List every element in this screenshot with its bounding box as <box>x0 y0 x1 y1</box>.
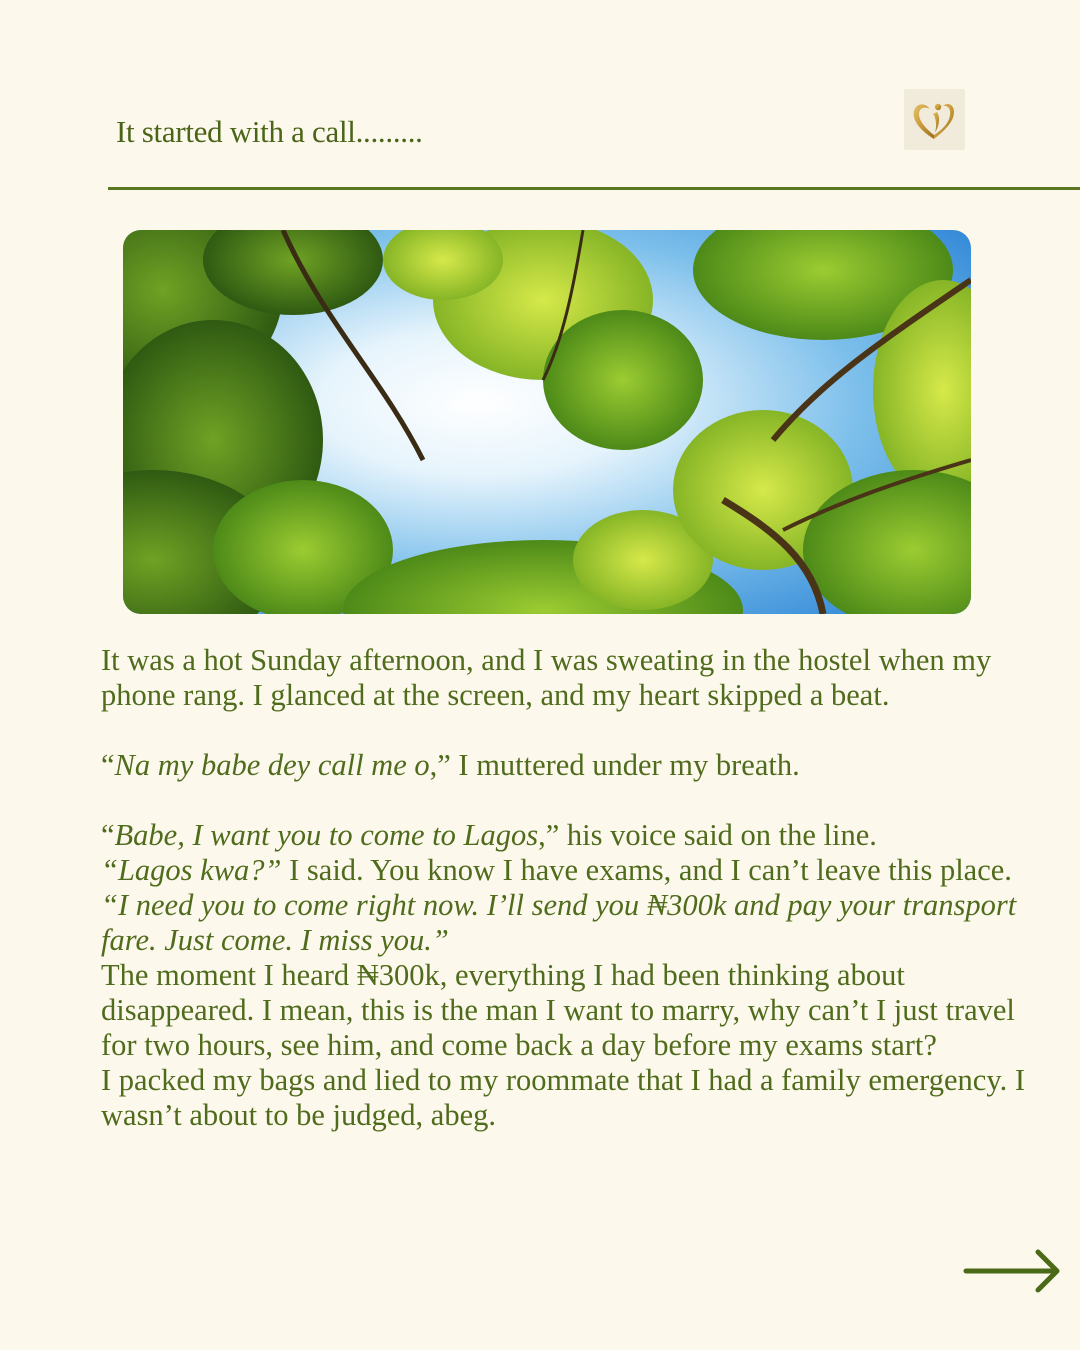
page-title: It started with a call......... <box>116 114 423 149</box>
story-paragraph: “I need you to come right now. I’ll send you ₦300k and pay your transport fare. Just come. I miss you.” <box>101 888 1017 957</box>
right-arrow-icon[interactable] <box>962 1246 1064 1296</box>
story-paragraph: “Babe, I want you to come to Lagos,” his voice said on the line. <box>101 818 877 852</box>
story-paragraph: The moment I heard ₦300k, everything I had been thinking about disappeared. I mean, this is the man I want to marry, why can’t I just travel for two hours, see him, and come back a day before my exams start? <box>101 958 1015 1062</box>
story-paragraph: It was a hot Sunday afternoon, and I was sweating in the hostel when my phone rang. I glanced at the screen, and my heart skipped a beat. <box>101 643 992 712</box>
story-paragraph: “Na my babe dey call me o,” I muttered under my breath. <box>101 748 800 782</box>
story-paragraph: “Lagos kwa?” I said. You know I have exams, and I can’t leave this place. <box>101 853 1012 887</box>
header-divider <box>108 187 1080 190</box>
story-paragraph: I packed my bags and lied to my roommate that I had a family emergency. I wasn’t about to be judged, abeg. <box>101 1063 1026 1132</box>
tree-canopy-photo <box>123 230 971 614</box>
heart-person-logo-icon <box>904 89 965 150</box>
story-text <box>101 643 1041 1133</box>
